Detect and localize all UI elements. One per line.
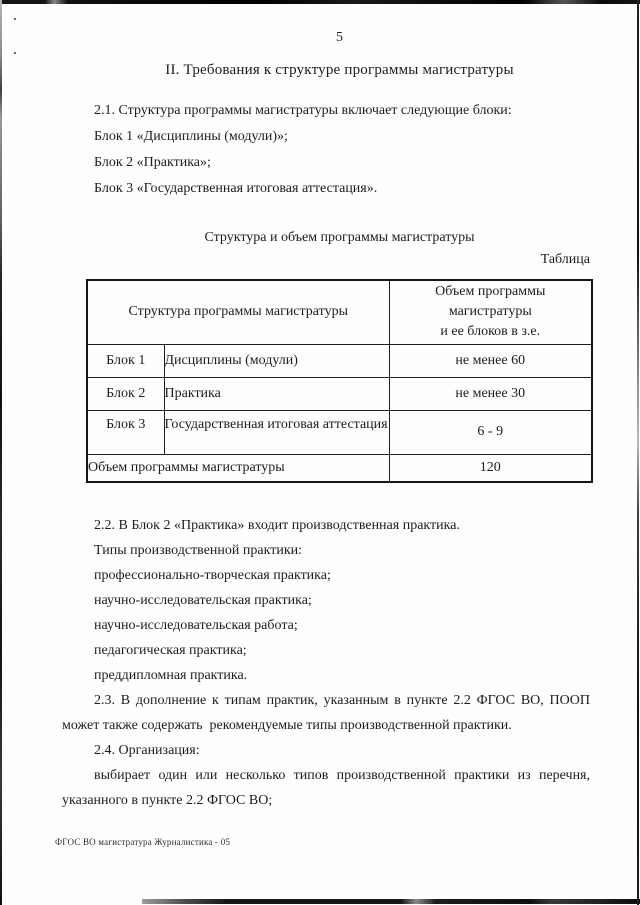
block-2-line: Блок 2 «Практика»; — [94, 155, 211, 170]
paragraph-2-4a-line2: указанного в пункте 2.2 ФГОС ВО; — [62, 793, 273, 808]
practice-type-item: преддипломная практика. — [94, 668, 248, 683]
block-1-line: Блок 1 «Дисциплины (модули)»; — [94, 129, 288, 144]
practice-type-item: научно-исследовательская работа; — [94, 618, 298, 633]
cell-total-value: 120 — [389, 454, 592, 482]
block-3-line: Блок 3 «Государственная итоговая аттестация». — [94, 181, 378, 196]
paragraph-2-3-line2: может также содержать рекомендуемые типы производственной практики. — [62, 718, 512, 733]
section-heading: II. Требования к структуре программы магистратуры — [165, 62, 514, 78]
practice-type-item: профессионально-творческая практика; — [94, 568, 331, 583]
cell-block-name: Дисциплины (модули) — [164, 344, 389, 377]
cell-block-label: Блок 1 — [87, 344, 164, 377]
header-volume-line: и ее блоков в з.е. — [440, 324, 541, 340]
practice-type-item: педагогическая практика; — [94, 643, 247, 658]
header-volume-line: Объем программы — [435, 284, 546, 300]
scan-edge-top — [0, 0, 640, 4]
cell-total-label: Объем программы магистратуры — [87, 454, 389, 482]
scan-speck — [14, 18, 16, 20]
cell-block-volume: не менее 30 — [389, 377, 592, 410]
cell-block-name: Государственная итоговая аттестация — [164, 410, 389, 454]
paragraph-2-2: 2.2. В Блок 2 «Практика» входит производственная практика. — [94, 518, 460, 533]
cell-block-volume: не менее 60 — [389, 344, 592, 377]
table-row-block2 — [87, 377, 592, 410]
table-header-row — [87, 280, 592, 344]
header-cell-structure: Структура программы магистратуры — [87, 280, 389, 344]
scan-edge-left — [0, 0, 2, 905]
table-row-block1 — [87, 344, 592, 377]
page-number: 5 — [336, 30, 343, 45]
table-caption: Структура и объем программы магистратуры — [204, 230, 475, 245]
cell-block-volume: 6 - 9 — [389, 410, 592, 454]
paragraph-2-4: 2.4. Организация: — [94, 743, 200, 758]
practice-types-intro: Типы производственной практики: — [94, 543, 303, 558]
cell-block-name: Практика — [164, 377, 389, 410]
scan-edge-bottom — [142, 899, 640, 904]
footer-stamp: ФГОС ВО магистратура Журналистика - 05 — [55, 837, 231, 847]
intro-paragraphs — [62, 98, 590, 202]
body-text — [62, 513, 590, 813]
cell-block-label: Блок 3 — [87, 410, 164, 454]
structure-volume-table — [86, 279, 593, 483]
header-volume-line: магистратуры — [448, 304, 532, 320]
table-row-block3 — [87, 410, 592, 454]
header-cell-volume — [389, 280, 592, 344]
scan-edge-right — [637, 0, 639, 905]
table-row-total — [87, 454, 592, 482]
cell-block-label: Блок 2 — [87, 377, 164, 410]
paragraph-2-4a-line1: выбирает один или несколько типов производственной практики из перечня, — [94, 768, 590, 783]
paragraph-2-3-line1: 2.3. В дополнение к типам практик, указанным в пункте 2.2 ФГОС ВО, ПООП — [94, 693, 590, 708]
table-label: Таблица — [540, 252, 590, 267]
paragraph-2-1: 2.1. Структура программы магистратуры включает следующие блоки: — [94, 103, 512, 118]
practice-type-item: научно-исследовательская практика; — [94, 593, 312, 608]
scan-speck — [14, 52, 16, 54]
